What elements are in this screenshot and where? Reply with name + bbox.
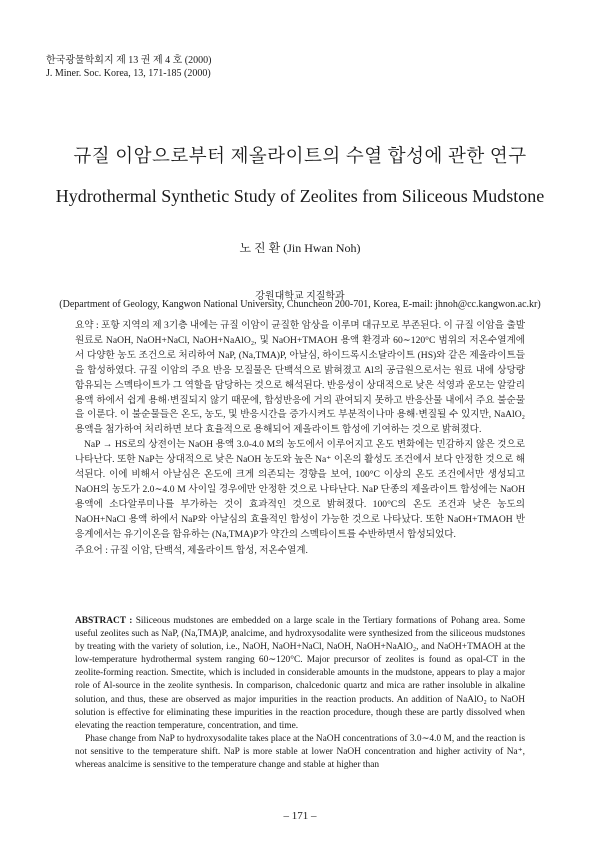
affiliation-english: (Department of Geology, Kangwon National University, Chuncheon 200-701, Korea, E-mail: jhnoh@cc.kangwon.ac.kr) — [59, 299, 541, 310]
journal-citation — [46, 54, 211, 80]
abstract-english-text-1: Siliceous mudstones are embedded on a large scale in the Tertiary formations of Pohang area. Some useful zeolites such as NaP, (Na,TMA)P, analcime, and hydroxysodalite were synthesized from the siliceous mudstones by treating with the variety of solution, i.e., NaOH, NaOH+NaCl, NaOH, NaOH+NaAlO₂, and NaOH+TMAOH at the low-temperature hydrothermal system ranging 60∼120°C. Major precursor of zeolites is found as opal-CT in the zeolite-forming reaction. Smectite, which is included in considerable amounts in the mudstone, appears to play a major role of Al-source in the zeolite synthesis. In comparison, chalcedonic quartz and mica are rather insoluble in alkaline solution, and thus, these are observed as major impurities in the reaction products. An addition of NaAlO₂ to NaOH solution is effective for eliminating these impurities in the reaction procedure, though these are partly dissolved when elevating the reaction temperature, concentration, and time. — [75, 616, 525, 731]
abstract-english-paragraph-1 — [75, 615, 525, 733]
abstract-english — [75, 615, 525, 772]
keywords-korean: 주요어 : 규질 이암, 단백석, 제올라이트 합성, 저온수열계. — [75, 545, 308, 556]
title-korean: 규질 이암으로부터 제올라이트의 수열 합성에 관한 연구 — [73, 147, 527, 167]
journal-line-korean: 한국광물학회지 제 13 권 제 4 호 (2000) — [46, 55, 212, 66]
page-number: – 171 – — [283, 810, 317, 822]
abstract-korean-text-1: 포항 지역의 제 3기층 내에는 규질 이암이 균질한 암상을 이루며 대규모로 부존된다. 이 규질 이암을 출발원료로 NaOH, NaOH+NaCl, NaOH+NaAlO₂, 및 NaOH+TMAOH 용액 환경과 60∼120°C 범위의 저온수열계에서 다양한 농도 조건으로 처리하여 NaP, (Na,TMA)P, 아날심, 하이드록시소달라이트 (HS)와 같은 제올라이트들을 합성하였다. 규질 이암의 주요 반응 모질물은 단백석으로 밝혀졌고 Al의 공급원으로서는 원료 내에 상당량 함유되는 스멕타이트가 그 역할을 담당하는 것으로 해석된다. 반응성이 상대적으로 낮은 석영과 운모는 알칼리 용액 하에서 쉽게 용해·변질되지 않기 때문에, 합성반응에 거의 관여되지 못하고 반응산물 내에서 주요 불순물을 이룬다. 이 불순물들은 온도, 농도, 및 반응시간을 증가시켜도 부분적이나마 용해·변질될 수 있지만, NaAlO₂ 용액을 첨가하여 처리하면 보다 효율적으로 용해되어 제올라이트 합성에 기여하는 것으로 밝혀졌다. — [75, 320, 525, 436]
journal-line-english: J. Miner. Soc. Korea, 13, 171-185 (2000) — [46, 68, 211, 79]
abstract-korean-label: 요약 : — [75, 320, 102, 331]
abstract-english-paragraph-2: Phase change from NaP to hydroxysodalite takes place at the NaOH concentrations of 3.0∼4.0 M, and the reaction is not sensitive to the temperature shift. NaP is more stable at lower NaOH concentration and higher activity of Na⁺, whereas analcime is sensitive to the temperature change and stable at higher than — [75, 733, 525, 771]
abstract-korean — [75, 319, 525, 543]
abstract-korean-paragraph-1 — [75, 319, 525, 438]
abstract-english-label: ABSTRACT : — [75, 616, 136, 626]
abstract-korean-paragraph-2: NaP → HS로의 상전이는 NaOH 용액 3.0-4.0 M의 농도에서 이루어지고 온도 변화에는 민감하지 않은 것으로 나타난다. 또한 NaP는 상대적으로 낮은 NaOH 농도와 높은 Na⁺ 이온의 활성도 조건에서 보다 안정한 것으로 해석된다. 이에 비해서 아날심은 온도에 크게 의존되는 경향을 보여, 100°C 이상의 온도 조건에서만 생성되고 NaOH의 농도가 2.0∼4.0 M 사이일 경우에만 안정한 것으로 나타난다. NaP 단종의 제올라이트 합성에는 NaOH 용액에 소다알루미나를 부가하는 것이 효과적인 것으로 밝혀졌다. 100°C의 온도 조건과 낮은 농도의 NaOH+NaCl 용액 하에서 NaP와 아날심의 효율적인 합성이 가능한 것으로 나타났다. 또한 NaOH+TMAOH 반응계에서는 유기이온을 함유하는 (Na,TMA)P가 약간의 스멕타이트를 수반하면서 합성되었다. — [75, 439, 525, 540]
author-name: 노 진 환 (Jin Hwan Noh) — [239, 241, 361, 255]
title-english: Hydrothermal Synthetic Study of Zeolites from Siliceous Mudstone — [55, 186, 545, 206]
affiliation-korean: 강원대학교 지질학과 — [255, 291, 345, 302]
